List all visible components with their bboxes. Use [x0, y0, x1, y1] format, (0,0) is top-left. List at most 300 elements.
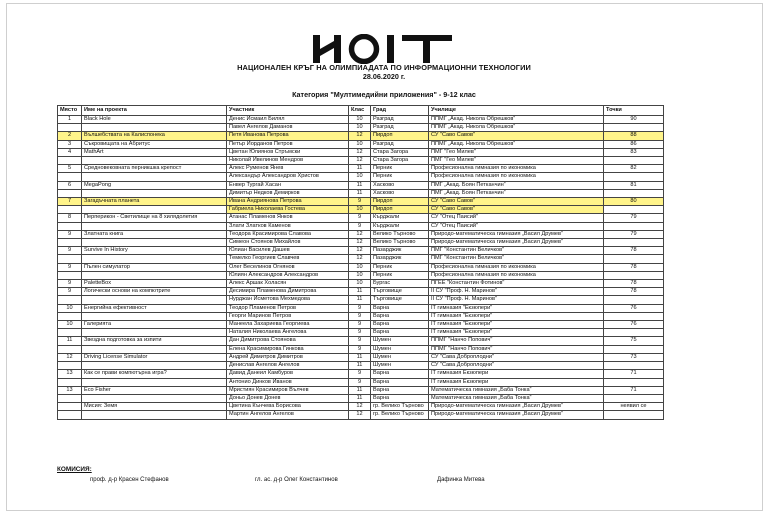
table-row [58, 206, 664, 214]
cell-grade: 9 [349, 214, 371, 222]
cell-participant: Енвер Тургай Хасан [227, 181, 349, 189]
cell-participant: Теодор Пламенов Петров [227, 304, 349, 312]
cell-participant: Десимира Пламенова Димитрова [227, 288, 349, 296]
cell-school: ПМГ "Константин Величков" [429, 247, 604, 255]
cell-city: Стара Загора [371, 157, 429, 165]
cell-grade: 10 [349, 173, 371, 181]
cell-participant: Симеон Стоянов Михайлов [227, 239, 349, 247]
cell-grade: 10 [349, 116, 371, 124]
cell-project [82, 239, 227, 247]
cell-project [82, 312, 227, 320]
cell-project: Загадъчната планета [82, 198, 227, 206]
col-header-grade: Клас [349, 106, 371, 116]
cell-project [82, 157, 227, 165]
cell-grade: 9 [349, 345, 371, 353]
cell-school: Природо-математическа гимназия „Васил Друмев“ [429, 230, 604, 238]
cell-project: MegaPong [82, 181, 227, 189]
cell-city: гр. Велико Търново [371, 411, 429, 419]
cell-place [58, 255, 82, 263]
cell-participant: Мартин Ангелов Ангелов [227, 411, 349, 419]
table-header-row [58, 106, 664, 116]
cell-place [58, 394, 82, 402]
cell-city: Бургас [371, 280, 429, 288]
cell-place [58, 362, 82, 370]
table-row [58, 378, 664, 386]
table-row [58, 370, 664, 378]
table-row [58, 280, 664, 288]
col-header-project: Име на проекта [82, 106, 227, 116]
cell-project [82, 329, 227, 337]
cell-participant: Николай Ивелинов Мендров [227, 157, 349, 165]
cell-project: Средновековната перникшка крепост [82, 165, 227, 173]
cell-project: Съкровищата на Абритус [82, 140, 227, 148]
cell-school: II СУ "Проф. Н. Маринов" [429, 288, 604, 296]
table-row [58, 157, 664, 165]
table-row [58, 189, 664, 197]
cell-city: Пирдоп [371, 132, 429, 140]
cell-points [604, 255, 664, 263]
table-row [58, 173, 664, 181]
cell-project [82, 271, 227, 279]
cell-school: IT гимназия "Екзюпери" [429, 312, 604, 320]
table-row [58, 394, 664, 402]
table-row [58, 312, 664, 320]
cell-project: Black Hole [82, 116, 227, 124]
cell-project: Перперикон - Светилище на 8 хилядолетия [82, 214, 227, 222]
cell-city: Велико Търново [371, 230, 429, 238]
cell-points [604, 173, 664, 181]
cell-city: Варна [371, 394, 429, 402]
cell-project: Златната книга [82, 230, 227, 238]
cell-project: Логически основи на компютрите [82, 288, 227, 296]
col-header-school: Училище [429, 106, 604, 116]
cell-school: СУ "Саво Савов" [429, 206, 604, 214]
table-row [58, 411, 664, 419]
cell-city: Шумен [371, 353, 429, 361]
cell-school: IT гимназия "Екзюпери" [429, 321, 604, 329]
cell-participant: Злати Златков Каменов [227, 222, 349, 230]
cell-participant: Юлиян Александров Александров [227, 271, 349, 279]
cell-city: Шумен [371, 362, 429, 370]
cell-grade: 11 [349, 189, 371, 197]
cell-grade: 11 [349, 386, 371, 394]
cell-city: Варна [371, 386, 429, 394]
cell-place: 9 [58, 263, 82, 271]
cell-participant: Юлиан Василев Дашев [227, 247, 349, 255]
cell-school: ПГЕЕ "Константин Фотинов" [429, 280, 604, 288]
cell-points: 90 [604, 116, 664, 124]
cell-place: 4 [58, 148, 82, 156]
cell-grade: 9 [349, 329, 371, 337]
cell-points: 78 [604, 263, 664, 271]
cell-place [58, 222, 82, 230]
col-header-participant: Участник [227, 106, 349, 116]
cell-place [58, 403, 82, 411]
cell-grade: 9 [349, 378, 371, 386]
cell-place [58, 378, 82, 386]
cell-school: IT гимназия Екзюпери [429, 370, 604, 378]
cell-school: II СУ "Проф. Н. Маринов" [429, 296, 604, 304]
cell-city: Варна [371, 312, 429, 320]
cell-school: Природо-математическа гимназия „Васил Друмев“ [429, 403, 604, 411]
cell-school: СУ "Саво Савов" [429, 132, 604, 140]
table-row [58, 353, 664, 361]
cell-participant: Ивана Андриянова Петрова [227, 198, 349, 206]
table-row [58, 181, 664, 189]
cell-participant: Петя Иванова Петрова [227, 132, 349, 140]
cell-place: 10 [58, 304, 82, 312]
cell-grade: 12 [349, 247, 371, 255]
cell-participant: Наталия Николаева Ангелова [227, 329, 349, 337]
cell-city: Варна [371, 321, 429, 329]
cell-school: ППМГ „Акад. Никола Обрешков“ [429, 116, 604, 124]
cell-school: ПМГ „Акад. Боян Петканчин“ [429, 181, 604, 189]
table-row [58, 247, 664, 255]
cell-grade: 12 [349, 148, 371, 156]
cell-grade: 9 [349, 321, 371, 329]
cell-city: Варна [371, 304, 429, 312]
cell-participant: Мристиян Красимиров Вълчев [227, 386, 349, 394]
cell-place [58, 296, 82, 304]
table-row [58, 304, 664, 312]
cell-grade: 9 [349, 222, 371, 230]
category-title: Категория "Мултимедийни приложения" - 9-12 клас [292, 90, 476, 99]
cell-city: Хасково [371, 189, 429, 197]
cell-points: 78 [604, 288, 664, 296]
cell-grade: 11 [349, 353, 371, 361]
cell-project: Driving License Simulator [82, 353, 227, 361]
cell-city: Шумен [371, 337, 429, 345]
cell-city: Търговище [371, 296, 429, 304]
cell-place [58, 411, 82, 419]
table-row [58, 124, 664, 132]
cell-city: Пирдоп [371, 206, 429, 214]
committee-member: гл. ас. д-р Олег Константинов [255, 477, 338, 483]
cell-project: Пълен симулатор [82, 263, 227, 271]
cell-project [82, 255, 227, 263]
cell-city: Пазарджик [371, 247, 429, 255]
cell-place: 13 [58, 370, 82, 378]
cell-grade: 9 [349, 198, 371, 206]
cell-points [604, 394, 664, 402]
cell-participant: Андрей Димитров Димитров [227, 353, 349, 361]
cell-school: Професионална гимназия по икономика [429, 263, 604, 271]
cell-city: Търговище [371, 288, 429, 296]
table-row [58, 329, 664, 337]
cell-school: IT гимназия "Екзюпери" [429, 329, 604, 337]
cell-city: Перник [371, 271, 429, 279]
cell-place [58, 345, 82, 353]
cell-project [82, 362, 227, 370]
cell-project [82, 296, 227, 304]
table-row [58, 362, 664, 370]
col-header-place: Място [58, 106, 82, 116]
cell-place: 12 [58, 353, 82, 361]
cell-place: 3 [58, 140, 82, 148]
cell-grade: 10 [349, 263, 371, 271]
cell-project: Вълшебствата на Калиспонека [82, 132, 227, 140]
cell-project: PaletteBox [82, 280, 227, 288]
committee-member: Дафинка Митева [437, 477, 485, 483]
cell-city: Варна [371, 370, 429, 378]
table-row [58, 386, 664, 394]
cell-school: ППМГ „Акад. Никола Обрешков“ [429, 124, 604, 132]
cell-city: Кърджали [371, 222, 429, 230]
cell-grade: 11 [349, 394, 371, 402]
cell-grade: 12 [349, 403, 371, 411]
cell-points: 75 [604, 337, 664, 345]
cell-participant: Павел Ангелов Даманов [227, 124, 349, 132]
cell-school: ПМГ "Константин Величков" [429, 255, 604, 263]
cell-points: 86 [604, 140, 664, 148]
cell-place: 11 [58, 337, 82, 345]
cell-participant: Георги Маринов Петров [227, 312, 349, 320]
cell-points: 79 [604, 230, 664, 238]
table-row [58, 337, 664, 345]
cell-place: 10 [58, 321, 82, 329]
cell-points [604, 312, 664, 320]
cell-place: 1 [58, 116, 82, 124]
cell-project [82, 378, 227, 386]
cell-place: 2 [58, 132, 82, 140]
cell-project [82, 345, 227, 353]
cell-project: Мисия: Земя [82, 403, 227, 411]
cell-points [604, 271, 664, 279]
cell-points: 88 [604, 132, 664, 140]
cell-points: 80 [604, 198, 664, 206]
cell-city: Перник [371, 165, 429, 173]
table-row [58, 165, 664, 173]
cell-points [604, 345, 664, 353]
cell-place: 9 [58, 288, 82, 296]
cell-points: 76 [604, 304, 664, 312]
cell-school: ПМГ "Гео Милев" [429, 157, 604, 165]
table-row [58, 296, 664, 304]
cell-participant: Теодора Красимирова Славова [227, 230, 349, 238]
cell-project: Survive In History [82, 247, 227, 255]
document-date: 28.06.2020 г. [362, 72, 406, 81]
cell-grade: 11 [349, 165, 371, 173]
cell-participant: Алекс Руменов Янев [227, 165, 349, 173]
cell-place [58, 271, 82, 279]
table-row [58, 140, 664, 148]
cell-grade: 12 [349, 255, 371, 263]
cell-place [58, 239, 82, 247]
cell-participant: Нурджан Исметова Мехмедова [227, 296, 349, 304]
cell-place: 6 [58, 181, 82, 189]
cell-participant: Цветина Кънчева Борисова [227, 403, 349, 411]
cell-school: Професионална гимназия по икономика [429, 173, 604, 181]
cell-points: 81 [604, 181, 664, 189]
cell-city: Кърджали [371, 214, 429, 222]
cell-points: 76 [604, 321, 664, 329]
cell-grade: 10 [349, 124, 371, 132]
cell-grade: 12 [349, 132, 371, 140]
cell-project [82, 206, 227, 214]
cell-grade: 11 [349, 296, 371, 304]
cell-city: Стара Загора [371, 148, 429, 156]
cell-grade: 9 [349, 304, 371, 312]
cell-points: неявил се [604, 403, 664, 411]
cell-school: Природо-математическа гимназия „Васил Друмев“ [429, 239, 604, 247]
cell-school: СУ "Саво Савов" [429, 198, 604, 206]
cell-points [604, 189, 664, 197]
cell-points [604, 124, 664, 132]
cell-city: Перник [371, 173, 429, 181]
cell-grade: 9 [349, 370, 371, 378]
cell-grade: 9 [349, 312, 371, 320]
cell-points [604, 378, 664, 386]
cell-participant: Манеела Захариева Георгиева [227, 321, 349, 329]
table-row [58, 198, 664, 206]
cell-project: Eco Fisher [82, 386, 227, 394]
cell-city: Разград [371, 140, 429, 148]
cell-participant: Габриела Николаева Гостева [227, 206, 349, 214]
cell-place [58, 329, 82, 337]
table-row [58, 271, 664, 279]
cell-participant: Давид Данеил Камбуров [227, 370, 349, 378]
cell-place [58, 124, 82, 132]
cell-project: Енергийна ефективност [82, 304, 227, 312]
cell-school: Професионална гимназия по икономика [429, 271, 604, 279]
cell-participant: Димитър Недков Демирков [227, 189, 349, 197]
cell-participant: Петър Йорданов Петров [227, 140, 349, 148]
cell-participant: Атанас Пламенов Янков [227, 214, 349, 222]
cell-grade: 12 [349, 157, 371, 165]
table-row [58, 230, 664, 238]
table-row [58, 239, 664, 247]
cell-school: ППМГ "Нанчо Попович" [429, 337, 604, 345]
cell-school: IT гимназия Екзюпери [429, 378, 604, 386]
table-row [58, 214, 664, 222]
cell-place [58, 206, 82, 214]
cell-grade: 12 [349, 239, 371, 247]
cell-city: Шумен [371, 345, 429, 353]
cell-points [604, 206, 664, 214]
cell-school: СУ "Сава Доброплодни" [429, 362, 604, 370]
cell-project: MathArt [82, 148, 227, 156]
cell-city: Перник [371, 263, 429, 271]
cell-place: 5 [58, 165, 82, 173]
cell-grade: 12 [349, 230, 371, 238]
table-row [58, 148, 664, 156]
cell-place [58, 189, 82, 197]
cell-city: Варна [371, 329, 429, 337]
cell-city: Велико Търново [371, 239, 429, 247]
table-row [58, 116, 664, 124]
results-table [57, 105, 664, 420]
cell-participant: Денислав Ангелов Ангелов [227, 362, 349, 370]
col-header-points: Точки [604, 106, 664, 116]
cell-points [604, 296, 664, 304]
table-row [58, 403, 664, 411]
cell-city: Пазарджик [371, 255, 429, 263]
cell-project: Как се прави компютърна игра? [82, 370, 227, 378]
table-row [58, 263, 664, 271]
cell-project [82, 173, 227, 181]
table-row [58, 132, 664, 140]
cell-school: Професионална гимназия по икономика [429, 165, 604, 173]
cell-school: ППМГ "Нанчо Попович" [429, 345, 604, 353]
cell-project [82, 394, 227, 402]
cell-project [82, 411, 227, 419]
committee-member: проф. д-р Красен Стефанов [90, 477, 169, 483]
cell-project [82, 189, 227, 197]
cell-grade: 11 [349, 288, 371, 296]
cell-participant: Антонио Динков Иванов [227, 378, 349, 386]
cell-grade: 11 [349, 181, 371, 189]
cell-school: Математическа гимназия „Баба Тонка“ [429, 394, 604, 402]
cell-place [58, 312, 82, 320]
cell-points: 78 [604, 280, 664, 288]
cell-points [604, 239, 664, 247]
cell-points [604, 157, 664, 165]
cell-project: Галерията [82, 321, 227, 329]
cell-place [58, 157, 82, 165]
cell-participant: Олег Веселинов Огнянов [227, 263, 349, 271]
cell-grade: 11 [349, 362, 371, 370]
cell-school: СУ "Сава Доброплодни" [429, 353, 604, 361]
cell-points: 83 [604, 148, 664, 156]
cell-points: 71 [604, 370, 664, 378]
cell-participant: Алекс Аршак Холасян [227, 280, 349, 288]
col-header-city: Град [371, 106, 429, 116]
table-row [58, 222, 664, 230]
cell-school: ППМГ „Акад. Никола Обрешков“ [429, 140, 604, 148]
cell-city: Разград [371, 116, 429, 124]
cell-participant: Денис Исмаил Билял [227, 116, 349, 124]
cell-school: Природо-математическа гимназия „Васил Друмев“ [429, 411, 604, 419]
cell-place: 8 [58, 214, 82, 222]
cell-grade: 10 [349, 280, 371, 288]
cell-place: 9 [58, 230, 82, 238]
cell-points: 79 [604, 214, 664, 222]
cell-place: 9 [58, 280, 82, 288]
cell-grade: 10 [349, 140, 371, 148]
cell-place: 7 [58, 198, 82, 206]
cell-place: 13 [58, 386, 82, 394]
table-row [58, 255, 664, 263]
table-row [58, 288, 664, 296]
cell-points: 71 [604, 386, 664, 394]
cell-points: 78 [604, 247, 664, 255]
noit-logo [313, 34, 453, 64]
cell-school: СУ "Отец Паисий" [429, 222, 604, 230]
table-row [58, 345, 664, 353]
cell-participant: Александър Александров Христов [227, 173, 349, 181]
cell-place: 9 [58, 247, 82, 255]
cell-grade: 9 [349, 337, 371, 345]
cell-participant: Цветан Юлиянов Стръмски [227, 148, 349, 156]
cell-school: СУ "Отец Паисий" [429, 214, 604, 222]
cell-city: Хасково [371, 181, 429, 189]
cell-school: Математическа гимназия „Баба Тонка“ [429, 386, 604, 394]
cell-school: ПМГ "Гео Милев" [429, 148, 604, 156]
cell-city: Варна [371, 378, 429, 386]
cell-points: 82 [604, 165, 664, 173]
cell-grade: 12 [349, 411, 371, 419]
cell-grade: 10 [349, 206, 371, 214]
table-row [58, 321, 664, 329]
cell-grade: 10 [349, 271, 371, 279]
cell-participant: Доньо Донев Донев [227, 394, 349, 402]
cell-school: IT гимназия "Екзюпери" [429, 304, 604, 312]
cell-points [604, 329, 664, 337]
cell-participant: Темелко Георгиев Славчев [227, 255, 349, 263]
cell-school: ПМГ „Акад. Боян Петканчин“ [429, 189, 604, 197]
cell-points [604, 411, 664, 419]
cell-points [604, 222, 664, 230]
